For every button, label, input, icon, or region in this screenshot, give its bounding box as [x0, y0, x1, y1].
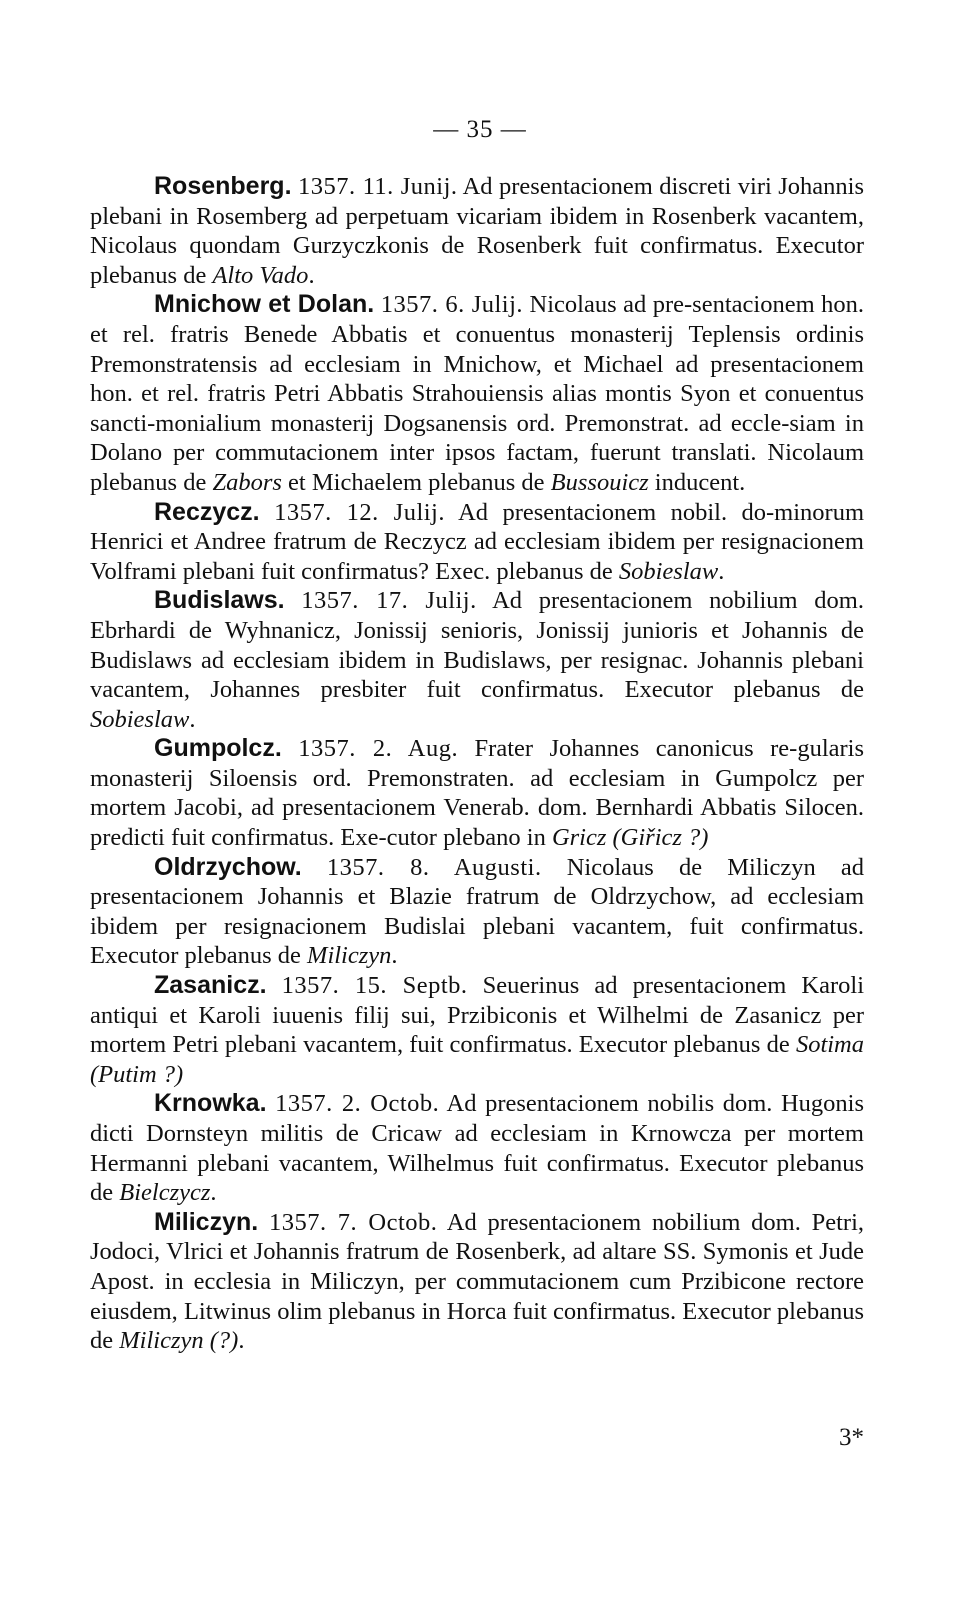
entry-text: et Michaelem plebanus de — [281, 468, 551, 496]
entry — [90, 498, 864, 587]
entry-heading: Oldrzychow. — [154, 852, 302, 881]
entry-place-italic: Miliczyn — [307, 942, 392, 970]
entry-text: Ad presentacionem discreti viri Johannis plebani in Rosemberg ad perpetuam vicariam ibidem in Rosenberk vacantem, Nicolaus quondam Gurzyczkonis de Rosenberk fuit confirmatus. Executor plebanus de — [90, 173, 864, 289]
entry-text: . — [718, 557, 725, 585]
entry-date: 1357. 2. Octob. — [275, 1090, 440, 1118]
entry-date: 1357. 8. Augusti. — [326, 853, 542, 881]
entry-text: . — [308, 261, 315, 289]
entry-heading: Miliczyn. — [154, 1207, 259, 1236]
entry-text: . — [210, 1179, 217, 1207]
entry-place-italic: Bielczycz — [119, 1179, 211, 1207]
entry-text: Seuerinus ad presentacionem Karoli antiqui et Karoli iuuenis filij sui, Przibiconis et Wilhelmi de Zasanicz per mortem Petri plebani vacantem, fuit confirmatus. Executor plebanus de — [90, 972, 865, 1059]
entry-date: 1357. 6. Julij. — [380, 291, 524, 319]
entry-text: Frater Johannes canonicus re-gularis monasterij Siloensis ord. Premonstraten. ad ecclesiam in Gumpolcz per mortem Jacobi, ad presentacionem Venerab. dom. Bernhardi Abbatis Silocen. predicti fuit confirmatus. Exe-cutor plebano in — [90, 735, 865, 852]
entry — [90, 734, 864, 852]
entry-date: 1357. 12. Julij. — [274, 498, 445, 526]
entry — [90, 586, 864, 734]
entry-text: Ad presentacionem nobilium dom. Petri, Jodoci, Vlrici et Johannis fratrum de Rosenberk, ad altare SS. Symonis et Jude Apost. in ecclesia in Miliczyn, per commutacionem cum Przibicone rectore eiusdem, Litwinus olim plebanus in Horca fuit confirmatus. Executor plebanus de — [90, 1208, 865, 1355]
entry-text: inducent. — [648, 468, 746, 496]
entry-place-italic: Gricz (Giřicz ?) — [551, 824, 709, 852]
entry — [90, 172, 864, 290]
entry-heading: Mnichow et Dolan. — [154, 290, 375, 319]
entry-place-italic: Zabors — [212, 468, 282, 496]
entry — [90, 971, 864, 1089]
entry — [90, 853, 864, 971]
entry-heading: Krnowka. — [154, 1089, 267, 1118]
entry-place-italic: Miliczyn (?) — [119, 1327, 239, 1355]
page-number: — 35 — — [433, 116, 527, 143]
entry-text: . — [238, 1327, 245, 1355]
entry-place-italic: Sobieslaw — [618, 557, 719, 585]
entry-place-italic: Sobieslaw — [90, 705, 190, 733]
entry-date: 1357. 11. Junij. — [297, 173, 458, 200]
entry-heading: Zasanicz. — [154, 971, 267, 1000]
entries-list — [90, 172, 864, 1356]
entry-date: 1357. 2. Aug. — [298, 735, 459, 763]
entry-heading: Rosenberg. — [154, 172, 292, 200]
entry-text: Nicolaus ad pre-sentacionem hon. et rel. fratris Benede Abbatis et conuentus monasterij Teplensis ordinis Premonstratensis ad ecclesiam in Mnichow, et Michael ad presentacionem hon. et rel. fratris Petri Abbatis Strahouiensis alias montis Syon et conuentus sancti-monialium monasterij Dogsanensis ord. Premonstrat. ad eccle-siam in Dolano per commutacionem inter ipsos factam, fuerunt translati. Nicolaum plebanus de — [90, 291, 865, 496]
entry — [90, 1089, 864, 1207]
entry-date: 1357. 17. Julij. — [301, 587, 477, 615]
entry-text: Nicolaus de Miliczyn ad presentacionem Johannis et Blazie fratrum de Oldrzychow, ad ecclesiam ibidem per resignacionem Budislai plebani vacantem, fuit confirmatus. Executor plebanus de — [90, 853, 865, 970]
entry-heading: Gumpolcz. — [154, 734, 282, 763]
entry-place-italic: Bussouicz — [550, 468, 649, 496]
signature-mark: 3* — [839, 1424, 864, 1451]
entry-text: . — [391, 942, 398, 970]
entry-heading: Budislaws. — [154, 586, 285, 615]
entry-date: 1357. 7. Octob. — [268, 1208, 438, 1236]
entry-text: Ad presentacionem nobilis dom. Hugonis dicti Dornsteyn militis de Cricaw ad ecclesiam in Krnowcza per mortem Hermanni plebani vacantem, Wilhelmus fuit confirmatus. Executor plebanus de — [90, 1090, 865, 1207]
entry-text: Ad presentacionem nobilium dom. Ebrhardi de Wyhnanicz, Jonissij senioris, Jonissij junioris et Johannis de Budislaws ad ecclesiam ibidem in Budislaws, per resignac. Johannis plebani vacantem, Johannes presbiter fuit confirmatus. Executor plebanus de — [90, 587, 864, 704]
entry-text: Ad presentacionem nobil. do-minorum Henrici et Andree fratrum de Reczycz ad ecclesiam ibidem per resignacionem Volframi plebani fuit confirmatus? Exec. plebanus de — [90, 498, 864, 585]
entry-date: 1357. 15. Septb. — [281, 972, 468, 1000]
entry-place-italic: Sotima (Putim ?) — [90, 1031, 864, 1088]
entry-heading: Reczycz. — [154, 497, 260, 526]
entry — [90, 1208, 864, 1356]
entry-text: . — [189, 705, 196, 733]
entry — [90, 290, 864, 497]
entry-place-italic: Alto Vado — [212, 261, 309, 289]
